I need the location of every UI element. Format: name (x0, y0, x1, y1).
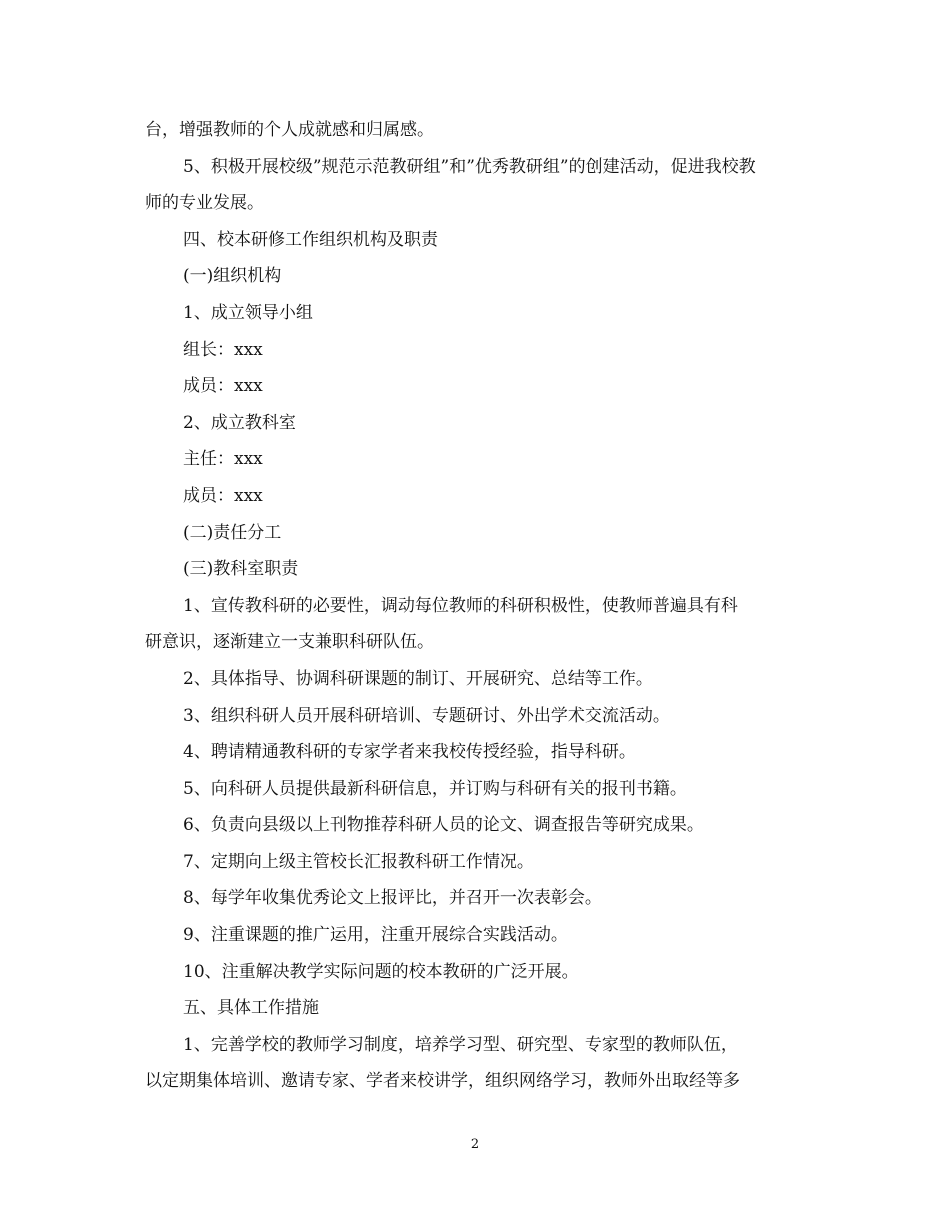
page-number: 2 (470, 1137, 480, 1152)
text-line: 成员：xxx (183, 485, 263, 506)
text-line: 主任：xxx (183, 449, 263, 470)
text-line: 师的专业发展。 (145, 193, 264, 214)
text-line: (三)教科室职责 (183, 559, 299, 580)
document-body (145, 112, 810, 1100)
text-line: (一)组织机构 (183, 266, 282, 287)
text-line: 四、校本研修工作组织机构及职责 (183, 229, 438, 250)
text-line: 6、负责向县级以上刊物推荐科研人员的论文、调查报告等研究成果。 (183, 815, 704, 836)
text-line: (二)责任分工 (183, 522, 282, 543)
text-line: 台，增强教师的个人成就感和归属感。 (145, 120, 434, 140)
text-line: 5、积极开展校级”规范示范教研组”和”优秀教研组”的创建活动，促进我校教 (183, 156, 756, 177)
text-line: 研意识，逐渐建立一支兼职科研队伍。 (145, 632, 434, 653)
text-line: 以定期集体培训、邀请专家、学者来校讲学，组织网络学习，教师外出取经等多 (145, 1071, 740, 1092)
text-line: 1、宣传教科研的必要性，调动每位教师的科研积极性，使教师普遍具有科 (183, 595, 738, 616)
text-line: 组长：xxx (183, 339, 263, 360)
text-line: 9、注重课题的推广运用，注重开展综合实践活动。 (183, 925, 568, 946)
text-line: 五、具体工作措施 (183, 998, 319, 1019)
text-line: 7、定期向上级主管校长汇报教科研工作情况。 (183, 851, 534, 872)
text-line: 8、每学年收集优秀论文上报评比，并召开一次表彰会。 (183, 888, 602, 909)
text-line: 2、具体指导、协调科研课题的制订、开展研究、总结等工作。 (183, 668, 653, 689)
text-line: 1、成立领导小组 (183, 302, 313, 323)
text-line: 2、成立教科室 (183, 412, 296, 433)
text-line: 3、组织科研人员开展科研培训、专题研讨、外出学术交流活动。 (183, 705, 670, 726)
text-line: 10、注重解决教学实际问题的校本教研的广泛开展。 (183, 961, 579, 982)
text-line: 5、向科研人员提供最新科研信息，并订购与科研有关的报刊书籍。 (183, 778, 687, 799)
text-line: 4、聘请精通教科研的专家学者来我校传授经验，指导科研。 (183, 742, 636, 763)
text-line: 1、完善学校的教师学习制度，培养学习型、研究型、专家型的教师队伍， (183, 1034, 738, 1055)
text-line: 成员：xxx (183, 376, 263, 397)
